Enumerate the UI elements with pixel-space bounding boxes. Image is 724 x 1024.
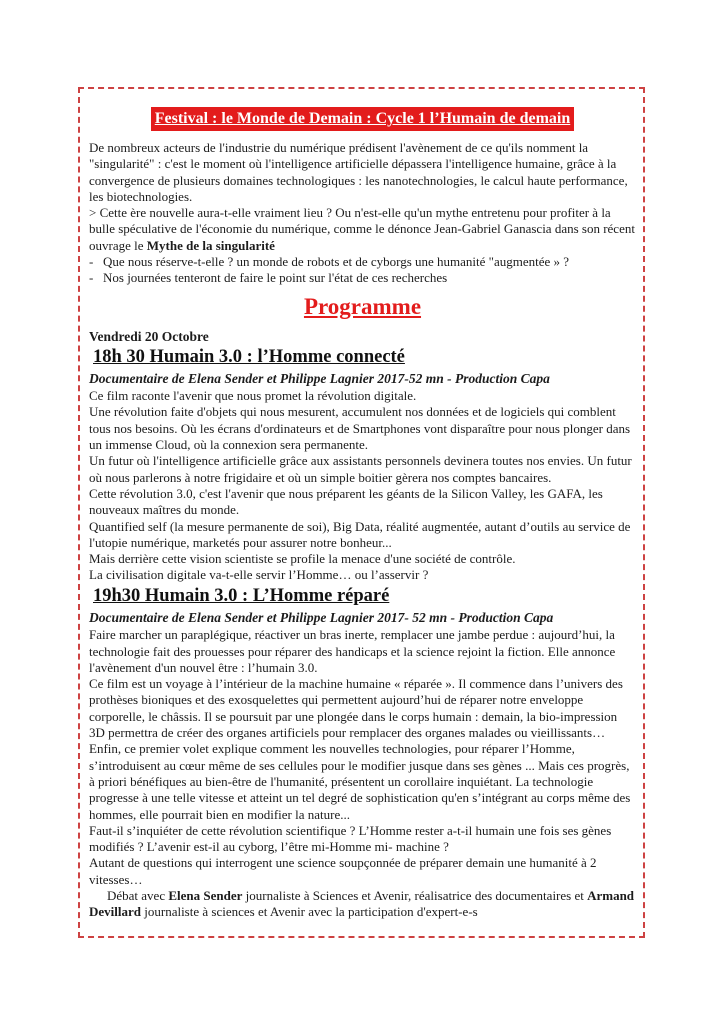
session2-subheading: Documentaire de Elena Sender et Philippe Lagnier 2017- 52 mn - Production Capa (89, 609, 554, 625)
debate-name-1: Elena Sender (168, 887, 243, 903)
session2-paragraph-2: Ce film est un voyage à l’intérieur de la machine humaine « réparée ». Il commence dans l’univers des prothèses bioniques et des exosquelettes qui permettent aujourd’hui de réparer notre enveloppe corporelle, le châssis. Il se poursuit par une plongée dans le corps humain : demain, la bio-impression 3D permettra de créer des organes artificiels pour remplacer des organes malades ou vieillissants… (89, 676, 623, 741)
session2-heading: 19h30 Humain 3.0 : L’Homme réparé (93, 585, 390, 606)
programme-heading: Programme (303, 293, 422, 319)
intro-paragraph-2-text: > Cette ère nouvelle aura-t-elle vraiment lieu ? Ou n'est-elle qu'un mythe entretenu pour profiter à la bulle spéculative de l'économie du numérique, comme le dénonce Jean-Gabriel Ganascia dans son récent ouvrage le (89, 205, 635, 253)
title-wrap (89, 107, 636, 131)
bullet-dash: - (89, 270, 94, 286)
date-heading: Vendredi 20 Octobre (89, 328, 209, 344)
debate-name-2: Armand Devillard (89, 887, 635, 920)
book-title-bold: Mythe de la singularité (146, 237, 275, 253)
session2-paragraph-4: Faut-il s’inquiéter de cette révolution scientifique ? L’Homme rester a-t-il humain une fois ses gènes modifiés ? L’avenir est-il au cyborg, l’être mi-Homme mi- machine ? (89, 822, 612, 855)
session1-paragraph-2: Une révolution faite d'objets qui nous mesurent, accumulent nos données et de logiciels qui comblent tous nos besoins. Où les écrans d'ordinateurs et de Smartphones vont disparaître pour nous plonger dans un immense Cloud, où la connexion sera permanente. (89, 404, 631, 453)
bullet-item-2-text: Nos journées tenteront de faire le point sur l'état de ces recherches (103, 270, 448, 286)
session1-paragraph-5: Quantified self (la mesure permanente de soi), Big Data, réalité augmentée, autant d’outils au service de l'utopie numérique, marketés pour assurer notre bonheur... (89, 518, 631, 550)
intro-paragraph-1: De nombreux acteurs de l'industrie du numérique prédisent l'avènement de ce qu'ils nomment la "singularité" : c'est le moment où l'intelligence artificielle dépassera l'intelligence humaine, grâce à la convergence de plusieurs domaines technologiques : les nanotechnologies, le calcul haute performance, les biotechnologies. (89, 140, 628, 204)
session2-paragraph-5: Autant de questions qui interrogent une science soupçonnée de préparer demain une humanité à 2 vitesses… (89, 855, 597, 887)
session1-paragraph-6: Mais derrière cette vision scientiste se profile la menace d'une société de contrôle. (89, 551, 516, 567)
debate-paragraph (89, 888, 636, 921)
session1-paragraph-7: La civilisation digitale va-t-elle servir l’Homme… ou l’asservir ? (89, 567, 429, 583)
session1-subheading: Documentaire de Elena Sender et Philippe Lagnier 2017-52 mn - Production Capa (89, 370, 550, 386)
session1-paragraph-3: Un futur où l'intelligence artificielle grâce aux assistants personnels devinera toutes nos envies. Un futur où nous parlerons à notre frigidaire et où un simple boitier gèrera nos comptes bancaires. (89, 453, 632, 485)
session2-paragraph-3: Enfin, ce premier volet explique comment les nouvelles technologies, pour réparer l’Homme, s’introduisent au cœur même de ses cellules pour le modifier jusque dans ses gènes ... Mais ces progrès, à priori bénéfiques au bien-être de l'humanité, présentent un corollaire inquiétant. La technologie progresse à une telle vitesse et atteint un tel degré de sophistication qu'en s’intégrant au corps même des hommes, elle pourrait bien en modifier la nature... (89, 741, 631, 822)
session1-paragraph-1: Ce film raconte l'avenir que nous promet la révolution digitale. (89, 388, 417, 404)
intro-paragraph-2 (89, 205, 636, 254)
bullet-item-1-text: Que nous réserve-t-elle ? un monde de robots et de cyborgs une humanité "augmentée » ? (103, 254, 570, 270)
page-border (78, 87, 645, 938)
bullet-item-1 (89, 254, 636, 270)
debate-post: journaliste à sciences et Avenir avec la participation d'expert-e-s (141, 904, 478, 920)
debate-pre: Débat avec (107, 887, 169, 903)
document-title: Festival : le Monde de Demain : Cycle 1 l’Humain de demain (151, 107, 575, 131)
session1-paragraph-4: Cette révolution 3.0, c'est l'avenir que nous préparent les géants de la Silicon Valley, les GAFA, les nouveaux maîtres du monde. (89, 485, 603, 518)
bullet-item-2 (89, 270, 636, 286)
bullet-dash: - (89, 254, 94, 270)
debate-mid: journaliste à Sciences et Avenir, réalisatrice des documentaires et (242, 887, 588, 903)
session2-paragraph-1: Faire marcher un paraplégique, réactiver un bras inerte, remplacer une jambe perdue : aujourd’hui, la technologie fait des prouesses pour réparer des handicaps et la science rejoint la fiction. Elle annonce l'avènement d'un nouvel être : l’humain 3.0. (89, 627, 616, 675)
session1-heading: 18h 30 Humain 3.0 : l’Homme connecté (93, 346, 405, 367)
